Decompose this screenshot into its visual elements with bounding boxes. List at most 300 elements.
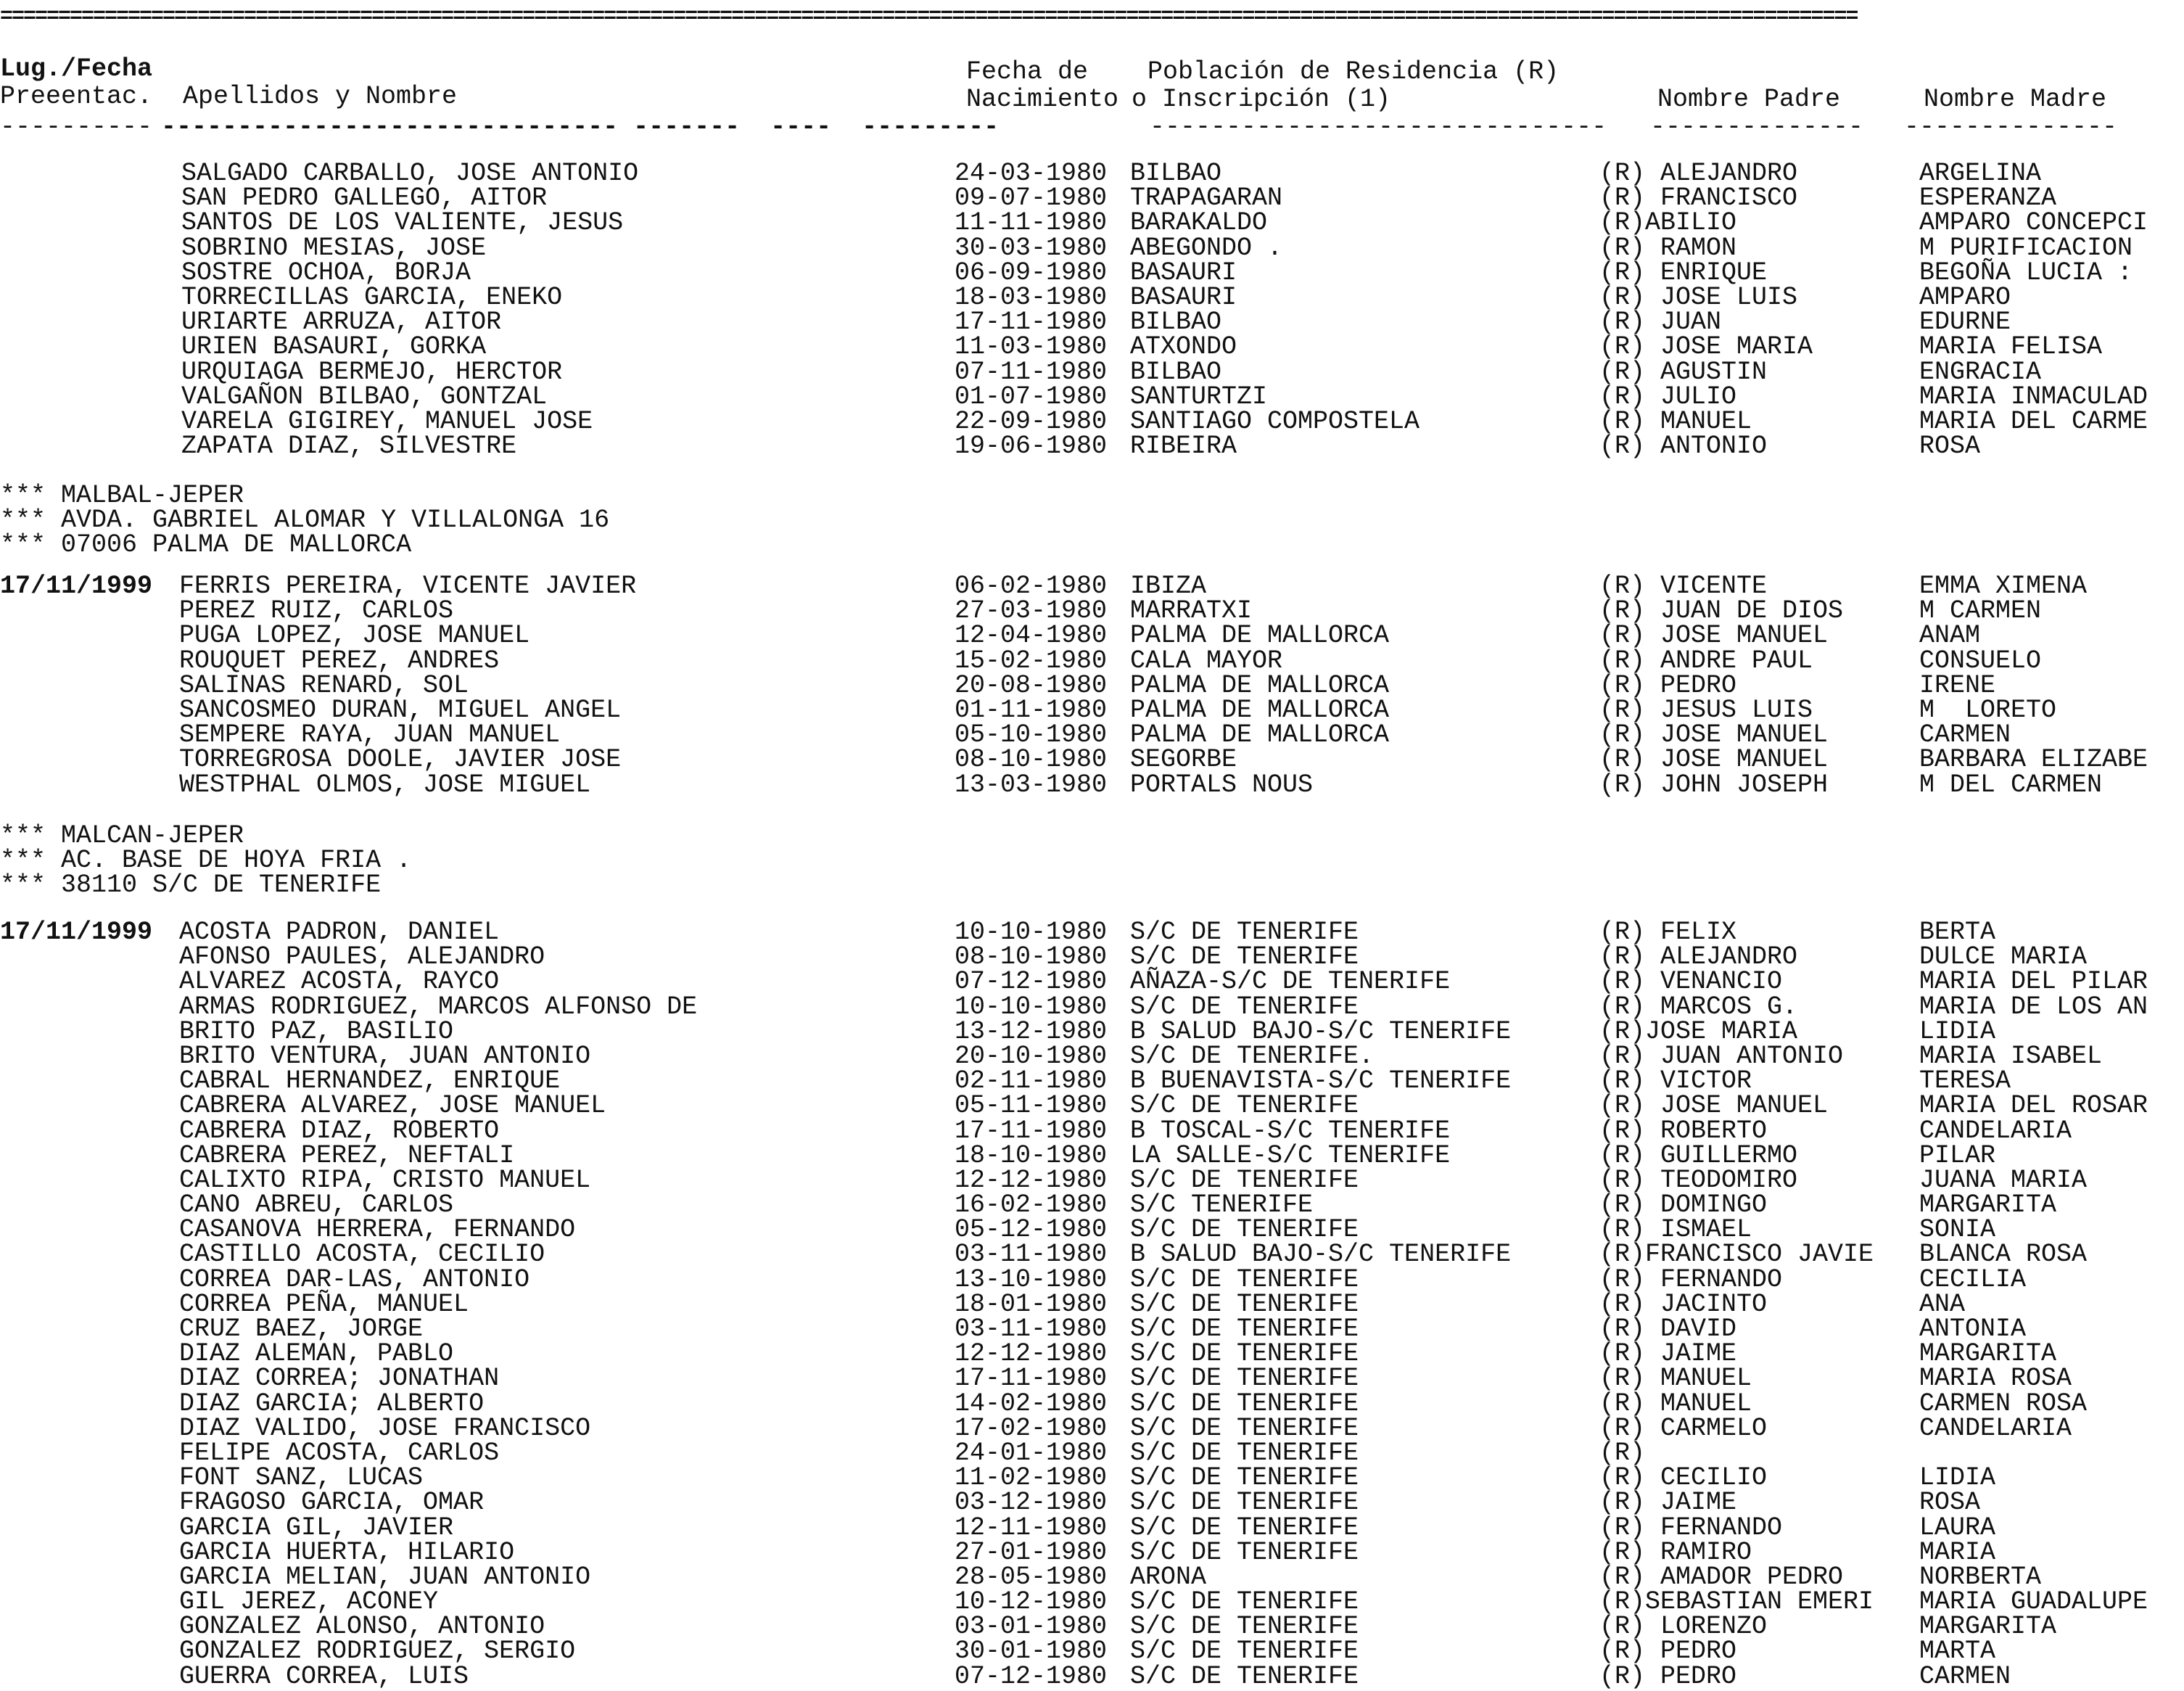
father-name: (R) JESUS LUIS — [1599, 695, 1813, 725]
full-name: URIARTE ARRUZA, AITOR — [181, 308, 502, 337]
mother-name: MARGARITA — [1919, 1612, 2057, 1642]
record-row — [0, 332, 2184, 362]
father-name: (R) VICENTE — [1599, 572, 1768, 601]
mother-name: MARGARITA — [1919, 1339, 2057, 1369]
residence-place: BASAURI — [1130, 282, 1237, 312]
record-row — [0, 282, 2184, 312]
birth-date: 14-02-1980 — [955, 1388, 1108, 1418]
full-name: SEMPERE RAYA, JUAN MANUEL — [179, 720, 561, 750]
father-name: (R) RAMON — [1599, 233, 1737, 263]
full-name: GARCIA MELIAN, JUAN ANTONIO — [179, 1562, 591, 1592]
record-row — [0, 308, 2184, 337]
full-name: GONZALEZ RODRIGUEZ, SERGIO — [179, 1637, 576, 1666]
residence-place: SANTURTZI — [1130, 382, 1268, 411]
header-underline: -------------- — [1650, 112, 1864, 141]
full-name: VARELA GIGIREY, MANUEL JOSE — [181, 406, 593, 436]
birth-date: 07-12-1980 — [955, 967, 1108, 997]
mother-name: MARIA FELISA — [1919, 332, 2103, 362]
record-row — [0, 1661, 2184, 1691]
mother-name: MARIA DE LOS AN — [1919, 992, 2148, 1021]
birth-date: 30-03-1980 — [955, 233, 1108, 263]
residence-place: B SALUD BAJO-S/C TENERIFE — [1130, 1240, 1512, 1270]
residence-place: S/C DE TENERIFE — [1130, 1587, 1359, 1617]
residence-place: S/C DE TENERIFE — [1130, 918, 1359, 947]
record-row — [0, 1165, 2184, 1195]
residence-place: B SALUD BAJO-S/C TENERIFE — [1130, 1016, 1512, 1046]
record-row — [0, 1515, 2184, 1540]
father-name: (R) LORENZO — [1599, 1612, 1768, 1642]
mother-name: MARIA INMACULAD — [1919, 382, 2148, 411]
birth-date: 17-11-1980 — [955, 308, 1108, 337]
record-row — [0, 695, 2184, 725]
mother-name: MARIA DEL ROSAR — [1919, 1091, 2148, 1121]
full-name: DIAZ GARCIA; ALBERTO — [179, 1388, 485, 1418]
residence-place: ATXONDO — [1130, 332, 1237, 362]
mother-name: MARIA DEL CARME — [1919, 406, 2148, 436]
birth-date: 19-06-1980 — [955, 432, 1108, 461]
mother-name: CARMEN — [1919, 720, 2011, 750]
record-row — [0, 745, 2184, 775]
father-name: (R) JOSE LUIS — [1599, 282, 1798, 312]
father-name: (R) ALEJANDRO — [1599, 942, 1798, 972]
record-row — [0, 770, 2184, 799]
father-name: (R) JOHN JOSEPH — [1599, 770, 1829, 799]
birth-date: 18-03-1980 — [955, 282, 1108, 312]
mother-name: JUANA MARIA — [1919, 1165, 2088, 1195]
father-name: (R) TEODOMIRO — [1599, 1165, 1798, 1195]
residence-place: CALA MAYOR — [1130, 646, 1283, 675]
birth-date: 24-01-1980 — [955, 1438, 1108, 1468]
residence-place: S/C DE TENERIFE — [1130, 1612, 1359, 1642]
mother-name: BERTA — [1919, 918, 1996, 947]
mother-name: TERESA — [1919, 1066, 2011, 1096]
father-name: (R) RAMIRO — [1599, 1537, 1752, 1567]
birth-date: 06-02-1980 — [955, 572, 1108, 601]
residence-place: S/C DE TENERIFE — [1130, 1661, 1359, 1691]
full-name: DIAZ VALIDO, JOSE FRANCISCO — [179, 1413, 591, 1443]
mother-name: MARIA ROSA — [1919, 1364, 2072, 1394]
birth-date: 17-11-1980 — [955, 1116, 1108, 1145]
residence-place: PALMA DE MALLORCA — [1130, 621, 1390, 651]
record-row — [0, 1413, 2184, 1443]
mother-name: ANA — [1919, 1289, 1966, 1319]
mother-name: AMPARO CONCEPCI — [1919, 208, 2148, 238]
father-name: (R) AGUSTIN — [1599, 357, 1768, 387]
father-name: (R)JOSE MARIA — [1599, 1016, 1798, 1046]
father-name: (R) JOSE MARIA — [1599, 332, 1813, 362]
mother-name: CONSUELO — [1919, 646, 2042, 675]
father-name: (R) CECILIO — [1599, 1463, 1768, 1493]
mother-name: BEGOÑA LUCIA : — [1919, 258, 2133, 287]
record-row — [0, 1463, 2184, 1493]
birth-date: 11-02-1980 — [955, 1463, 1108, 1493]
mother-name: MARIA — [1919, 1537, 1996, 1567]
birth-date: 05-10-1980 — [955, 720, 1108, 750]
mother-name: ENGRACIA — [1919, 357, 2042, 387]
birth-date: 01-11-1980 — [955, 695, 1108, 725]
residence-place: MARRATXI — [1130, 596, 1253, 626]
record-row — [0, 572, 2184, 601]
full-name: GARCIA GIL, JAVIER — [179, 1513, 454, 1542]
mother-name: LIDIA — [1919, 1016, 1996, 1046]
record-row — [0, 1215, 2184, 1245]
header-underline: ---------- — [0, 112, 153, 141]
full-name: BRITO PAZ, BASILIO — [179, 1016, 454, 1046]
birth-date: 13-10-1980 — [955, 1264, 1108, 1294]
full-name: CORREA PEÑA, MANUEL — [179, 1289, 469, 1319]
birth-date: 09-07-1980 — [955, 184, 1108, 213]
record-row — [0, 357, 2184, 387]
residence-place: S/C DE TENERIFE — [1130, 1513, 1359, 1542]
father-name: (R) PEDRO — [1599, 1637, 1737, 1666]
father-name: (R)ABILIO — [1599, 208, 1737, 238]
birth-date: 20-08-1980 — [955, 670, 1108, 700]
birth-date: 17-02-1980 — [955, 1413, 1108, 1443]
header-madre: Nombre Madre — [1924, 85, 2107, 114]
full-name: ZAPATA DIAZ, SILVESTRE — [181, 432, 517, 461]
father-name: (R) DAVID — [1599, 1314, 1737, 1344]
record-row — [0, 942, 2184, 972]
father-name: (R) FRANCISCO — [1599, 184, 1798, 213]
birth-date: 20-10-1980 — [955, 1041, 1108, 1071]
residence-place: S/C DE TENERIFE — [1130, 1314, 1359, 1344]
birth-date: 10-10-1980 — [955, 918, 1108, 947]
record-row — [0, 1190, 2184, 1220]
full-name: CORREA DAR-LAS, ANTONIO — [179, 1264, 530, 1294]
birth-date: 18-01-1980 — [955, 1289, 1108, 1319]
full-name: TORRECILLAS GARCIA, ENEKO — [181, 282, 563, 312]
record-row — [0, 1637, 2184, 1666]
full-name: FERRIS PEREIRA, VICENTE JAVIER — [179, 572, 637, 601]
father-name: (R) JOSE MANUEL — [1599, 621, 1829, 651]
full-name: SALINAS RENARD, SOL — [179, 670, 469, 700]
header-padre: Nombre Padre — [1657, 85, 1841, 114]
record-section-2 — [0, 574, 2184, 797]
record-row — [0, 1438, 2184, 1468]
mother-name: ANTONIA — [1919, 1314, 2027, 1344]
residence-place: TRAPAGARAN — [1130, 184, 1283, 213]
father-name: (R) JULIO — [1599, 382, 1737, 411]
address-line: *** MALCAN-JEPER — [0, 821, 244, 850]
residence-place: LA SALLE-S/C TENERIFE — [1130, 1140, 1451, 1170]
full-name: GONZALEZ ALONSO, ANTONIO — [179, 1612, 545, 1642]
full-name: SALGADO CARBALLO, JOSE ANTONIO — [181, 159, 639, 188]
father-name: (R)FRANCISCO JAVIE — [1599, 1240, 1874, 1270]
record-row — [0, 260, 2184, 285]
record-row — [0, 720, 2184, 750]
full-name: SOBRINO MESIAS, JOSE — [181, 233, 487, 263]
residence-place: S/C DE TENERIFE — [1130, 1438, 1359, 1468]
father-name: (R) VICTOR — [1599, 1066, 1752, 1096]
residence-place: S/C DE TENERIFE — [1130, 1388, 1359, 1418]
birth-date: 30-01-1980 — [955, 1637, 1108, 1666]
residence-place: RIBEIRA — [1130, 432, 1237, 461]
mother-name: M PURIFICACION — [1919, 233, 2133, 263]
birth-date: 11-11-1980 — [955, 208, 1108, 238]
full-name: WESTPHAL OLMOS, JOSE MIGUEL — [179, 770, 591, 799]
header-poblacion: Población de Residencia (R) — [1147, 57, 1559, 86]
father-name: (R) ISMAEL — [1599, 1215, 1752, 1245]
birth-date: 07-12-1980 — [955, 1661, 1108, 1691]
mother-name: NORBERTA — [1919, 1562, 2042, 1592]
mother-name: BLANCA ROSA — [1919, 1240, 2088, 1270]
birth-date: 07-11-1980 — [955, 357, 1108, 387]
record-row — [0, 1091, 2184, 1121]
mother-name: AMPARO — [1919, 282, 2011, 312]
residence-place: S/C DE TENERIFE — [1130, 1091, 1359, 1121]
record-row — [0, 161, 2184, 186]
birth-date: 05-11-1980 — [955, 1091, 1108, 1121]
residence-place: BILBAO — [1130, 159, 1222, 188]
full-name: CABRERA ALVAREZ, JOSE MANUEL — [179, 1091, 606, 1121]
father-name: (R) JOSE MANUEL — [1599, 745, 1829, 775]
birth-date: 10-10-1980 — [955, 992, 1108, 1021]
office-address-2 — [0, 483, 1088, 558]
record-row — [0, 1388, 2184, 1418]
full-name: ACOSTA PADRON, DANIEL — [179, 918, 500, 947]
record-row — [0, 384, 2184, 409]
residence-place: ABEGONDO . — [1130, 233, 1283, 263]
mother-name: LAURA — [1919, 1513, 1996, 1542]
residence-place: BILBAO — [1130, 308, 1222, 337]
full-name: SANCOSMEO DURAN, MIGUEL ANGEL — [179, 695, 622, 725]
mother-name: DULCE MARIA — [1919, 942, 2088, 972]
full-name: ROUQUET PEREZ, ANDRES — [179, 646, 500, 675]
mother-name: MARTA — [1919, 1637, 1996, 1666]
mother-name: SONIA — [1919, 1215, 1996, 1245]
address-line: *** AC. BASE DE HOYA FRIA . — [0, 846, 412, 876]
header-nacimiento: Nacimiento — [966, 85, 1119, 114]
birth-date: 27-03-1980 — [955, 596, 1108, 626]
record-row — [0, 1116, 2184, 1145]
birth-date: 01-07-1980 — [955, 382, 1108, 411]
full-name: CABRERA DIAZ, ROBERTO — [179, 1116, 500, 1145]
residence-place: S/C DE TENERIFE — [1130, 1537, 1359, 1567]
father-name: (R) ENRIQUE — [1599, 258, 1768, 287]
father-name: (R) DOMINGO — [1599, 1190, 1768, 1220]
father-name: (R) FERNANDO — [1599, 1513, 1783, 1542]
birth-date: 17-11-1980 — [955, 1364, 1108, 1394]
birth-date: 12-11-1980 — [955, 1513, 1108, 1542]
mother-name: LIDIA — [1919, 1463, 1996, 1493]
birth-date: 03-11-1980 — [955, 1240, 1108, 1270]
residence-place: BARAKALDO — [1130, 208, 1268, 238]
record-row — [0, 621, 2184, 651]
mother-name: IRENE — [1919, 670, 1996, 700]
full-name: DIAZ CORREA; JONATHAN — [179, 1364, 500, 1394]
mother-name: MARGARITA — [1919, 1190, 2057, 1220]
residence-place: S/C DE TENERIFE — [1130, 1637, 1359, 1666]
residence-place: PALMA DE MALLORCA — [1130, 695, 1390, 725]
record-row — [0, 1240, 2184, 1270]
father-name: (R) JAIME — [1599, 1488, 1737, 1518]
father-name: (R) PEDRO — [1599, 1661, 1737, 1691]
birth-date: 02-11-1980 — [955, 1066, 1108, 1096]
father-name: (R) JAIME — [1599, 1339, 1737, 1369]
mother-name: ANAM — [1919, 621, 1981, 651]
record-row — [0, 1314, 2184, 1344]
full-name: SANTOS DE LOS VALIENTE, JESUS — [181, 208, 624, 238]
mother-name: CANDELARIA — [1919, 1413, 2072, 1443]
mother-name: EDURNE — [1919, 308, 2011, 337]
record-row — [0, 967, 2184, 997]
address-line: *** MALBAL-JEPER — [0, 481, 244, 510]
record-row — [0, 1364, 2184, 1394]
full-name: ARMAS RODRIGUEZ, MARCOS ALFONSO DE — [179, 992, 698, 1021]
birth-date: 13-12-1980 — [955, 1016, 1108, 1046]
record-row — [0, 1016, 2184, 1046]
father-name: (R) JOSE MANUEL — [1599, 720, 1829, 750]
residence-place: SANTIAGO COMPOSTELA — [1130, 406, 1420, 436]
birth-date: 24-03-1980 — [955, 159, 1108, 188]
record-row — [0, 233, 2184, 263]
birth-date: 05-12-1980 — [955, 1215, 1108, 1245]
full-name: CASANOVA HERRERA, FERNANDO — [179, 1215, 576, 1245]
residence-place: B TOSCAL-S/C TENERIFE — [1130, 1116, 1451, 1145]
top-rule: ================================================================================================================================================================ — [0, 4, 1858, 29]
record-section-1 — [0, 159, 2184, 461]
mother-name: M CARMEN — [1919, 596, 2042, 626]
mother-name: ROSA — [1919, 1488, 1981, 1518]
mother-name: CANDELARIA — [1919, 1116, 2072, 1145]
full-name: FONT SANZ, LUCAS — [179, 1463, 424, 1493]
full-name: PUGA LOPEZ, JOSE MANUEL — [179, 621, 530, 651]
father-name: (R) ANDRE PAUL — [1599, 646, 1813, 675]
full-name: CABRERA PEREZ, NEFTALI — [179, 1140, 515, 1170]
full-name: BRITO VENTURA, JUAN ANTONIO — [179, 1041, 591, 1071]
residence-place: IBIZA — [1130, 572, 1207, 601]
father-name: (R) JUAN — [1599, 308, 1722, 337]
residence-place: S/C DE TENERIFE — [1130, 1463, 1359, 1493]
birth-date: 15-02-1980 — [955, 646, 1108, 675]
full-name: CASTILLO ACOSTA, CECILIO — [179, 1240, 545, 1270]
mother-name: PILAR — [1919, 1140, 1996, 1170]
father-name: (R)SEBASTIAN EMERI — [1599, 1587, 1874, 1617]
mother-name: ROSA — [1919, 432, 1981, 461]
address-line: *** 38110 S/C DE TENERIFE — [0, 871, 382, 900]
birth-date: 12-12-1980 — [955, 1165, 1108, 1195]
mother-name: CARMEN ROSA — [1919, 1388, 2088, 1418]
father-name: (R) JACINTO — [1599, 1289, 1768, 1319]
father-name: (R) CARMELO — [1599, 1413, 1768, 1443]
birth-date: 03-12-1980 — [955, 1488, 1108, 1518]
record-row — [0, 1537, 2184, 1567]
residence-place: S/C DE TENERIFE — [1130, 992, 1359, 1021]
residence-place: SEGORBE — [1130, 745, 1237, 775]
header-presentac: Preeentac. — [0, 82, 153, 111]
record-row — [0, 1562, 2184, 1592]
address-line: *** AVDA. GABRIEL ALOMAR Y VILLALONGA 16 — [0, 506, 610, 535]
record-row — [0, 920, 2184, 945]
record-row — [0, 1140, 2184, 1170]
birth-date: 03-01-1980 — [955, 1612, 1108, 1642]
residence-place: BILBAO — [1130, 357, 1222, 387]
father-name: (R) MARCOS G. — [1599, 992, 1798, 1021]
full-name: CALIXTO RIPA, CRISTO MANUEL — [179, 1165, 591, 1195]
father-name: (R) MANUEL — [1599, 406, 1752, 436]
presentation-date: 17/11/1999 — [0, 572, 153, 601]
birth-date: 08-10-1980 — [955, 942, 1108, 972]
mother-name: M DEL CARMEN — [1919, 770, 2103, 799]
residence-place: S/C DE TENERIFE — [1130, 1165, 1359, 1195]
birth-date: 16-02-1980 — [955, 1190, 1108, 1220]
father-name: (R) FELIX — [1599, 918, 1737, 947]
mother-name: EMMA XIMENA — [1919, 572, 2088, 601]
mother-name: CECILIA — [1919, 1264, 2027, 1294]
record-row — [0, 670, 2184, 700]
record-row — [0, 184, 2184, 213]
record-row — [0, 208, 2184, 238]
father-name: (R) MANUEL — [1599, 1364, 1752, 1394]
mother-name: MARIA DEL PILAR — [1919, 967, 2148, 997]
record-row — [0, 1488, 2184, 1518]
record-row — [0, 1339, 2184, 1369]
header-underline: -------------- — [1904, 112, 2118, 141]
full-name: URIEN BASAURI, GORKA — [181, 332, 487, 362]
record-row — [0, 596, 2184, 626]
header-underline: ------------------------------ — [1150, 112, 1607, 141]
residence-place: S/C DE TENERIFE — [1130, 1364, 1359, 1394]
birth-date: 11-03-1980 — [955, 332, 1108, 362]
header-inscripcion: o Inscripción (1) — [1132, 85, 1391, 114]
presentation-date: 17/11/1999 — [0, 918, 153, 947]
residence-place: S/C TENERIFE — [1130, 1190, 1314, 1220]
record-row — [0, 1041, 2184, 1071]
birth-date: 10-12-1980 — [955, 1587, 1108, 1617]
father-name: (R) AMADOR PEDRO — [1599, 1562, 1844, 1592]
birth-date: 22-09-1980 — [955, 406, 1108, 436]
full-name: TORREGROSA DOOLE, JAVIER JOSE — [179, 745, 622, 775]
header-fecha-de: Fecha de — [966, 57, 1089, 86]
father-name: (R) JOSE MANUEL — [1599, 1091, 1829, 1121]
mother-name: MARIA GUADALUPE — [1919, 1587, 2148, 1617]
header-apellidos: Apellidos y Nombre — [183, 82, 458, 111]
residence-place: ARONA — [1130, 1562, 1207, 1592]
birth-date: 27-01-1980 — [955, 1537, 1108, 1567]
residence-place: S/C DE TENERIFE. — [1130, 1041, 1375, 1071]
mother-name: ESPERANZA — [1919, 184, 2057, 213]
residence-place: PALMA DE MALLORCA — [1130, 670, 1390, 700]
full-name: SOSTRE OCHOA, BORJA — [181, 258, 471, 287]
record-row — [0, 1289, 2184, 1319]
father-name: (R) JUAN ANTONIO — [1599, 1041, 1844, 1071]
residence-place: S/C DE TENERIFE — [1130, 1264, 1359, 1294]
mother-name: BARBARA ELIZABE — [1919, 745, 2148, 775]
residence-place: B BUENAVISTA-S/C TENERIFE — [1130, 1066, 1512, 1096]
residence-place: PALMA DE MALLORCA — [1130, 720, 1390, 750]
record-row — [0, 1264, 2184, 1294]
birth-date: 12-04-1980 — [955, 621, 1108, 651]
birth-date: 13-03-1980 — [955, 770, 1108, 799]
mother-name: ARGELINA — [1919, 159, 2042, 188]
record-section-3 — [0, 920, 2184, 1689]
mother-name: M LORETO — [1919, 695, 2057, 725]
residence-place: BASAURI — [1130, 258, 1237, 287]
record-row — [0, 646, 2184, 675]
record-row — [0, 406, 2184, 436]
record-row — [0, 1066, 2184, 1096]
full-name: PEREZ RUIZ, CARLOS — [179, 596, 454, 626]
father-name: (R) PEDRO — [1599, 670, 1737, 700]
full-name: URQUIAGA BERMEJO, HERCTOR — [181, 357, 563, 387]
mother-name: CARMEN — [1919, 1661, 2011, 1691]
full-name: DIAZ ALEMAN, PABLO — [179, 1339, 454, 1369]
father-name: (R) ALEJANDRO — [1599, 159, 1798, 188]
full-name: CRUZ BAEZ, JORGE — [179, 1314, 424, 1344]
father-name: (R) GUILLERMO — [1599, 1140, 1798, 1170]
record-row — [0, 432, 2184, 461]
birth-date: 28-05-1980 — [955, 1562, 1108, 1592]
